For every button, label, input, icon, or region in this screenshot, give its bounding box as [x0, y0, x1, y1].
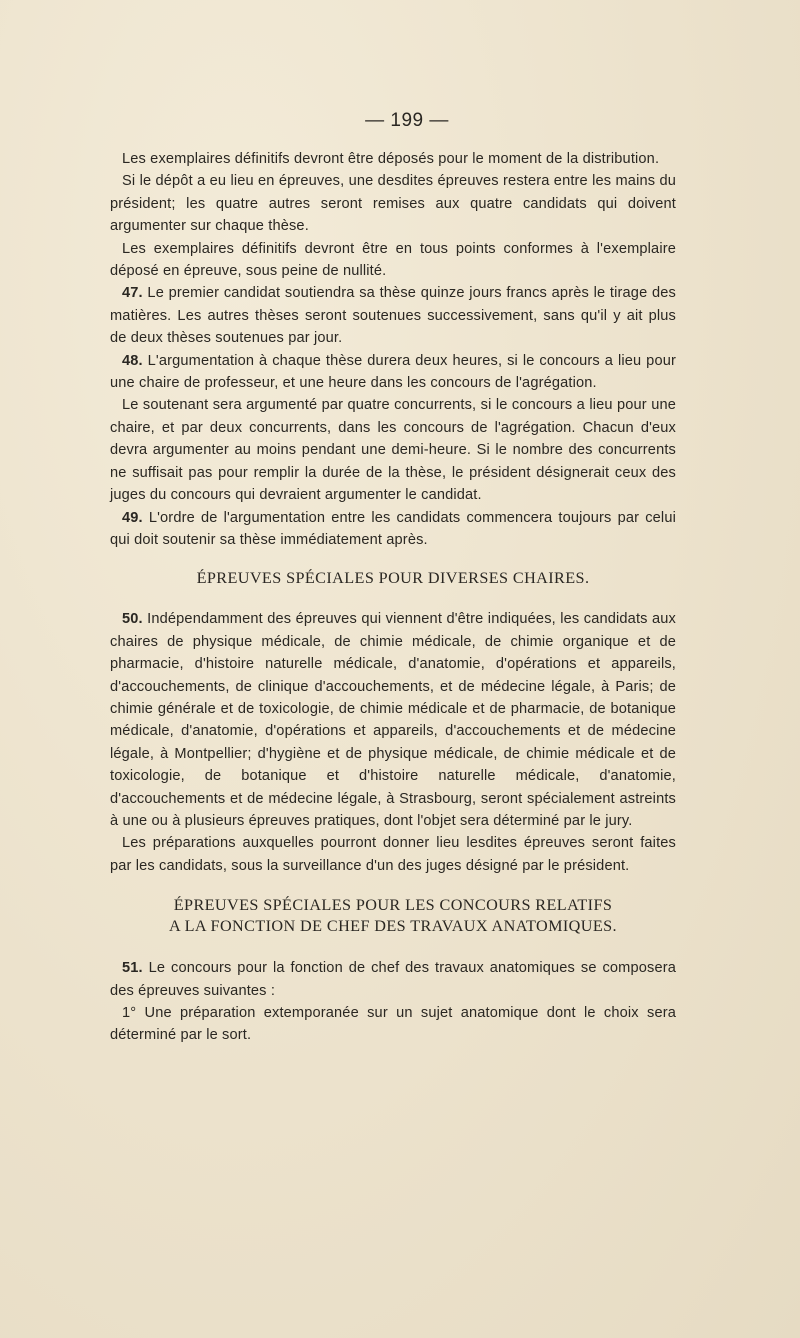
article-50 [110, 608, 676, 832]
paragraph: Si le dépôt a eu lieu en épreuves, une desdites épreuves restera entre les mains du président; les quatre autres seront remises aux quatre candidats qui doivent argumenter sur chaque thèse. [110, 173, 676, 235]
article-49 [110, 507, 676, 552]
page-number: — 199 — [365, 110, 449, 131]
paragraph: Les préparations auxquelles pourront donner lieu lesdites épreuves seront faites par les candidats, sous la surveillance d'un des juges désigné par le président. [110, 835, 676, 874]
article-text: Indépendamment des épreuves qui viennent d'être indiquées, les candidats aux chaires de physique médicale, de chimie médicale, de chimie organique et de pharmacie, d'histoire naturelle médicale, d'anatomie, d'opérations et appareils, d'accouchements, de clinique d'accouchements, et de médecine légale, à Paris; de chimie générale et de toxicologie, de chimie médicale et de pharmacie, de botanique médicale, d'anatomie, d'opérations et appareils, d'accouchements et de médecine légale, à Montpellier; d'hygiène et de physique médicale, de chimie médicale et de toxicologie, de botanique et d'histoire naturelle médicale, d'anatomie, d'accouchements et de médecine légale, à Strasbourg, seront spécialement astreints à une ou à plusieurs épreuves pratiques, dont l'objet sera déterminé par le jury. [110, 611, 676, 829]
paragraph: Les exemplaires définitifs devront être en tous points conformes à l'exemplaire déposé en épreuve, sous peine de nullité. [110, 240, 676, 280]
article-text: Le premier candidat soutiendra sa thèse quinze jours francs après le tirage des matières. Les autres thèses seront soutenues successivement, sans qu'il y ait plus de deux thèses soutenues par jour. [110, 285, 676, 347]
page-content [110, 110, 676, 1047]
paragraph: Le soutenant sera argumenté par quatre concurrents, si le concours a lieu pour une chaire, et par deux concurrents, dans les concours de l'agrégation. Chacun d'eux devra argumenter au moins pendant une demi-heure. Si le nombre des concurrents ne suffisait pas pour remplir la durée de la thèse, le président désignerait ceux des juges du concours qui devraient argumenter le candidat. [110, 397, 676, 504]
article-text: L'ordre de l'argumentation entre les candidats commencera toujours par celui qui doit soutenir sa thèse immédiatement après. [110, 509, 676, 548]
article-number: 50. [122, 611, 143, 628]
section-heading-line: A LA FONCTION DE CHEF DES TRAVAUX ANATOMIQUES. [168, 917, 618, 936]
section-heading [110, 895, 676, 937]
article-number: 47. [122, 285, 143, 302]
article-number: 51. [122, 960, 143, 977]
section-heading: ÉPREUVES SPÉCIALES POUR DIVERSES CHAIRES. [196, 569, 590, 588]
section-heading-line: ÉPREUVES SPÉCIALES POUR LES CONCOURS RELATIFS [173, 896, 613, 915]
article-text: Le concours pour la fonction de chef des travaux anatomiques se composera des épreuves suivantes : [110, 960, 676, 999]
article-number: 49. [122, 509, 143, 526]
article-47 [110, 282, 676, 349]
article-48 [110, 350, 676, 395]
article-number: 48. [122, 352, 143, 369]
paragraph: Les exemplaires définitifs devront être déposés pour le moment de la distribution. [122, 151, 660, 167]
article-51 [110, 957, 676, 1002]
article-text: L'argumentation à chaque thèse durera deux heures, si le concours a lieu pour une chaire de professeur, et une heure dans les concours de l'agrégation. [110, 352, 676, 392]
paragraph: 1° Une préparation extemporanée sur un sujet anatomique dont le choix sera déterminé par le sort. [110, 1005, 676, 1044]
